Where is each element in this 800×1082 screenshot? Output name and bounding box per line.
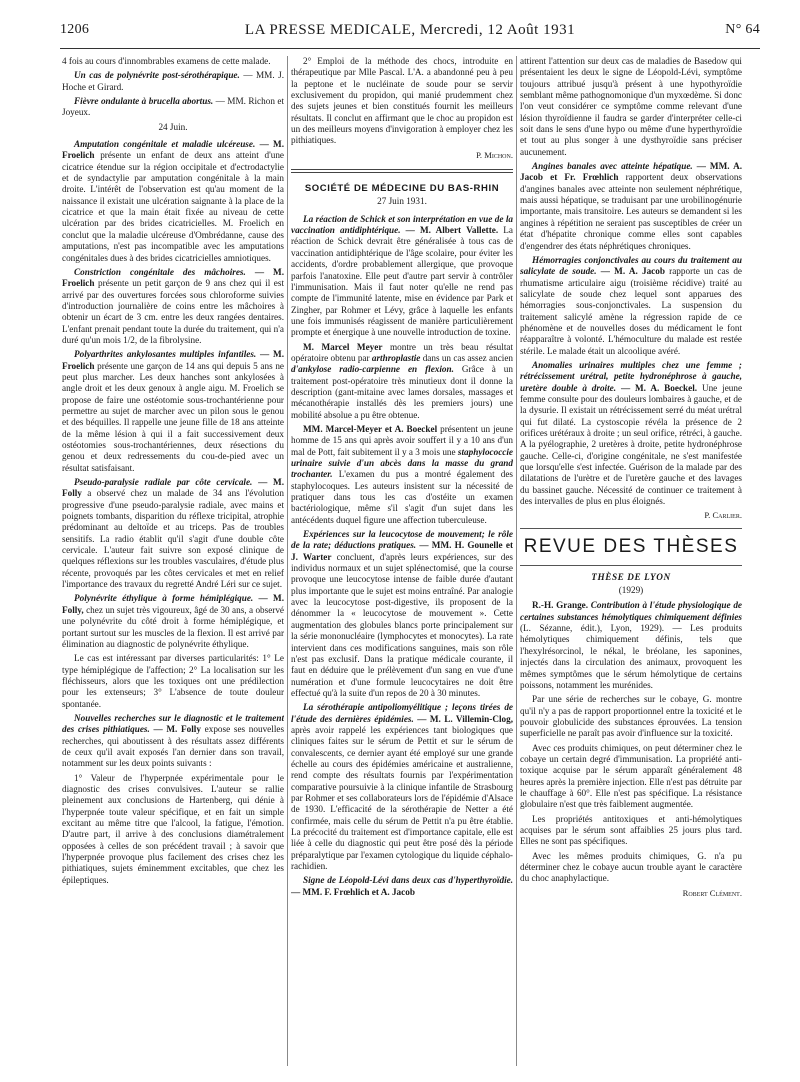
article-entry: Angines banales avec atteinte hépatique. — MM. A. Jacob et Fr. Frœhlich rapportent deux observations d'angines banales avec atteinte non seulement néphrétique, mais aussi hépatique, se traduisant par une urobilinogénurie importante, mais transitoire. Les auteurs se demandent si les angines à répétition ne seraient pas susceptibles de créer un état d'hépatite chronique comme elles sont capables d'engendrer des états néphrétiques chroniques. xyxy=(520,161,742,251)
article-entry: Nouvelles recherches sur le diagnostic et le traitement des crises pithiatiques. — M. Folly expose ses nouvelles recherches, qui aboutissent à des résultats assez différents de ceux qu'il avait exposés l'an dernier dans son travail, notamment sur les deux points suivants : xyxy=(62,712,284,769)
section-rule xyxy=(520,565,742,566)
article-entry: Polynévrite éthylique à forme hémiplégique. — M. Folly, chez un sujet très vigoureux, âgé de 30 ans, a observé une polynévrite du côté droit à forme hémiplégique, et portant surtout sur les muscles de la flexion. Il est arrivé par élimination au diagnostic de polynévrite éthylique. xyxy=(62,593,284,649)
article-entry: MM. Marcel-Meyer et A. Boeckel présentent un jeune homme de 15 ans qui après avoir souffert il y a 10 ans d'un mal de Pott, fait subitement il y a 3 mois une staphylococcie urinaire suivie d'un abcès dans la masse du grand trochanter. L'examen du pus a montré également des staphylocoques. Les auteurs insistent sur la nécessité de pratiquer dans tous les cas d'ostéite un examen bactériologique, même s'il s'agit d'un sujet dans les antécédents duquel figure une affection tuberculeuse. xyxy=(291,423,513,525)
running-header xyxy=(60,22,760,44)
article-entry: Hémorragies conjonctivales au cours du traitement au salicylate de soude. — M. A. Jacob rapporte un cas de rhumatisme articulaire aigu (troisième récidive) traité au salicylate de soude chez lequel sont apparues des hémorragies sous-conjonctivales. La suspension du traitement salicylé amène la régression rapide de ce phénomène et de nouvelles doses du médicament le font réapparaître à volonté. L'hémoculture du malade est restée stérile. Le malade était un alcoolique avéré. xyxy=(520,254,742,356)
signature: P. Michon. xyxy=(476,149,513,160)
section-heading: REVUE DES THÈSES xyxy=(523,535,739,557)
article-entry: Pseudo-paralysie radiale par côte cervicale. — M. Folly a observé chez un malade de 34 ans l'évolution progressive d'une pseudo-paralysie radiale, avec mains et poignets tombants, disparition du réflexe tricipital, atrophie prédominant au deltoïde et au triceps. Pas de troubles sensitifs. La radio établit qu'il s'agit d'une double côte cervicale. L'auteur fait suivre son exposé clinique de quelques réflexions sur les troubles vasculaires, d'étude plus récente, provoqués par les côtes cervicales et met en relief l'importance des travaux du regretté André Léri sur ce sujet. xyxy=(62,477,284,590)
article-entry: Constriction congénitale des mâchoires. — M. Froelich présente un petit garçon de 9 ans chez qui il est arrivé par des ouvertures forcées sous chloroforme suivies d'introduction journalière de coins entre les mâchoires à obtenir un écart de 3 cm. entre les deux rangées dentaires. L'enfant prenait pendant toute la durée du traitement, qui n'a duré qu'un mois 1/2, de la fibrolysine. xyxy=(62,266,284,345)
column-3 xyxy=(520,56,742,1066)
thesis-entry: R.-H. Grange. Contribution à l'étude physiologique de certaines substances hémolytiques chimiquement définies (L. Sézanne, édit.), Lyon, 1929). — Les produits hémolytiques chimiquement définis, tels que l'hexylrésorcinol, le nékal, le bréolane, les saponines, injectés dans la circulation des animaux, provoquent les mêmes symptômes que le sérum hémolytique de certains poissons, notamment les murénides. xyxy=(520,600,742,690)
column-2 xyxy=(291,56,513,1066)
signature: P. Carlier. xyxy=(704,510,742,521)
column-1 xyxy=(62,56,284,1066)
section-rule xyxy=(520,528,742,529)
thesis-year: (1929) xyxy=(618,585,644,596)
article-entry: Anomalies urinaires multiples chez une femme ; rétrécissement urétral, petite hydronéphrose à gauche, uretère double à droite. — M. A. Boeckel. Une jeune femme consulte pour des douleurs lombaires à gauche, et de la dysurie. Il existait un rétrécissement serré du méat urétral qui fut dilaté. La cystoscopie révéla la présence de 2 orifices urétéraux à droite ; un seul orifice, rétréci, à gauche. A la pyélographie, 2 uretères à droite, petite hydronéphrose gauche. Celle-ci, d'origine congénitale, ne s'est manifestée que lorsqu'elle s'est infectée. Guérison de la malade par des dilatations de l'urètre et de l'uretère gauche et des lavages du bassinet gauche. Nécessité de continuer ce traitement à des intervalles de plus en plus éloignés. xyxy=(520,359,742,507)
article-entry: La réaction de Schick et son interprétation en vue de la vaccination antidiphtérique. — M. Albert Vallette. La réaction de Schick devrait être généralisée à tous cas de vaccination antidiphtérique de l'âge scolaire, pour éviter les accidents, d'ordre probablement allergique, que provoque parfois l'anatoxine. Elle peut d'autre part servir à contrôler l'immunisation. Mais il faut noter qu'elle ne rend pas compte de l'immunité latente, mise en évidence par Park et Zingher, par Rohmer et Lévy, grâce à laquelle les enfants une fois immunisés réagissent de manière particulièrement prompte et énergique à une nouvelle introduction de toxine. xyxy=(291,213,513,338)
paragraph: Le cas est intéressant par diverses particularités: 1° Le type hémiplégique de l'affection; 2° La localisation sur les fléchisseurs, alors que les toxiques ont une prédilection pour les extenseurs; 3° L'absence de toute douleur spontanée. xyxy=(62,653,284,709)
paragraph: 4 fois au cours d'innombrables examens de cette malade. xyxy=(62,56,271,66)
issue-number: N° 64 xyxy=(725,22,760,37)
paragraph: Avec ces produits chimiques, on peut déterminer chez le cobaye un certain degré d'immunisation. La propriété anti-toxique acquise par le sérum apparaît généralement 48 heures après la première injection. Elle n'est pas détruite par le chauffage à 60°. Elle n'est pas spécifique. La résistance globulaire n'est que très faiblement augmentée. xyxy=(520,742,742,810)
section-rule xyxy=(291,169,513,173)
thesis-heading: THÈSE DE LYON xyxy=(591,571,671,582)
society-heading: SOCIÉTÉ DE MÉDECINE DU BAS-RHIN xyxy=(304,183,500,195)
article-entry: Fièvre ondulante à brucella abortus. — MM. Richon et Joyeux. xyxy=(62,96,284,118)
paragraph: attirent l'attention sur deux cas de maladies de Basedow qui présentaient les deux le signe de Léopold-Lévi, symptôme toujours attribué jusqu'à présent à une hypothyroïdie semblant même pathognomonique d'un myxœdème. Si donc l'on veut considérer ce symptôme comme relevant d'une lésion thyroïdienne il faudra se garder d'interpréter celle-ci soit dans le sens d'une hypo ou même d'une hyperthyroïdie et tout au plus songer à une dysthyroïdie sans préciser aucunement. xyxy=(520,56,742,157)
paragraph: 2° Emploi de la méthode des chocs, introduite en thérapeutique par Mlle Pascal. L'A. a abandonné peu à peu la peptone et le nucléinate de soude pour se servir exclusivement du propidon, qui manié prudemment chez des sujets jeunes et bien constitués fournit les meilleurs résultats. Il conclut en affirmant que le choc au propidon est un des meilleurs moyens d'invigoration à employer chez les pithiatiques. xyxy=(291,56,513,146)
article-entry: La sérothérapie antipoliomyélitique ; leçons tirées de l'étude des dernières épidémies. — M. L. Villemin-Clog, après avoir rappelé les expériences tant biologiques que cliniques faites sur le sérum de Pettit et sur le sérum de convalescents, ce dernier ayant été employé sur une grande échelle au cours des épidémies américaine et australienne, rend compte des résultats fournis par l'expérimentation comparative poursuivie à la clinique infantile de Strasbourg par Rohmer et ses collaborateurs lors de l'épidémie d'Alsace de 1930. L'efficacité de la sérothérapie de Netter a été confirmée, mais celle du sérum de Pettit n'a pu être établie. La précocité du traitement est d'importance capitale, elle est liée à celle du diagnostic qui peut être posé dès la période préparalytique par l'examen cytologique du liquide céphalo-rachidien. xyxy=(291,702,513,872)
column-divider xyxy=(516,56,517,1066)
paragraph: Les propriétés antitoxiques et anti-hémolytiques acquises par le sérum sont affaiblies 25 jours plus tard. Elles ne sont pas spécifiques. xyxy=(520,813,742,847)
article-entry: Amputation congénitale et maladie ulcéreuse. — M. Froelich présente un enfant de deux ans atteint d'une cicatrice étendue sur la région occipitale et d'ectrodactylie et de syndactylie par amputation congénitale à la main droite. L'intérêt de l'observation est qu'au moment de la naissance il existait une ulcération saignante à la place de la cicatrice et que la main était fixée au niveau de cette ulcération par des brides cicatricielles. M. Froelich en conclut que la maladie ulcéreuse d'Ombrédanne, cause des amputations, n'est pas incompatible avec les amputations congénitales dues à des brides cicatricielles amniotiques. xyxy=(62,139,284,263)
page-number: 1206 xyxy=(60,22,90,37)
paragraph: Par une série de recherches sur le cobaye, G. montre qu'il n'y a pas de rapport proportionnel entre la toxicité et le pouvoir globulicide des substances éprouvées. La tension superficielle ne paraît pas avoir d'influence sur la toxicité. xyxy=(520,694,742,739)
article-entry: M. Marcel Meyer montre un très beau résultat opératoire obtenu par arthroplastie dans un cas assez ancien d'ankylose radio-carpienne en flexion. Grâce à un traitement post-opératoire très minutieux dont il donne la description (gant-mitaine avec lames dorsales, massages et mécanothérapie installés dès les premiers jours) une mobilité absolue a pu être obtenue. xyxy=(291,341,513,420)
session-date: 24 Juin. xyxy=(158,121,188,132)
header-rule xyxy=(60,48,760,49)
article-entry: Un cas de polynévrite post-sérothérapique. — MM. J. Hoche et Girard. xyxy=(62,70,284,92)
session-date: 27 Juin 1931. xyxy=(377,196,427,207)
paragraph: Avec les mêmes produits chimiques, G. n'a pu déterminer chez le cobaye aucun trouble ayant le caractère du choc anaphylactique. xyxy=(520,850,742,884)
article-entry: Polyarthrites ankylosantes multiples infantiles. — M. Froelich présente une garçon de 14 ans qui depuis 5 ans ne peut plus marcher. Les deux hanches sont ankylosées à angle droit et les deux genoux à angle aigu. M. Froelich se propose de faire une ostéotomie sous-trochantérienne pour permettre au sujet de marcher avec un pilon sous le genou et des béquilles. Il rappelle une jeune fille de 18 ans atteinte de la même lésion à qui il a fait successivement deux ostéotomies sous-trochantériennes, deux résections du genou et deux redressements du cou-de-pied avec un résultat satisfaisant. xyxy=(62,349,284,473)
article-entry: Signe de Léopold-Lévi dans deux cas d'hyperthyroïdie. — MM. F. Frœhlich et A. Jacob xyxy=(291,875,513,897)
article-entry: Expériences sur la leucocytose de mouvement; le rôle de la rate; déductions pratiques. — MM. H. Gounelle et J. Warter concluent, d'après leurs expériences, sur des individus normaux et un sujet splénectomisé, que la course provoque une leucocytose intense de faible durée d'autant plus importante que le sujet est moins entraîné. Par analogie avec la leucocytose post-digestive, ils proposent de la dénommer la « leucocytose de mouvement ». Cette augmentation des globules blancs porte principalement sur la série mononucléaire (lymphocytes et monocytes). La rate intervient dans ces modifications sanguines, mais son rôle n'est pas exclusif. Dans la pratique médicale courante, il faut en déduire que le prélèvement d'un sang en vue d'une numération et d'une formule leucocytaires ne doit être effectué qu'à la suite d'un repos de 20 à 30 minutes. xyxy=(291,529,513,698)
journal-title: LA PRESSE MEDICALE, Mercredi, 12 Août 1931 xyxy=(244,22,576,38)
paragraph: 1° Valeur de l'hyperpnée expérimentale pour le diagnostic des crises convulsives. L'auteur se rallie pleinement aux conclusions de Hartenberg, qui dénie à l'hyperpnée toute valeur spécifique, et en fait un simple excitant au même titre que l'alcool, la fatigue, l'émotion. D'autre part, il arrive à des conclusions diamétralement opposées à celles de son précédent travail ; à savoir que l'hyperpnée provoque plus facilement des crises chez les pithiatiques, sujets éminemment excitables, que chez les épileptiques. xyxy=(62,772,284,885)
column-divider xyxy=(287,56,288,1066)
signature: Robert Clément. xyxy=(682,887,742,898)
